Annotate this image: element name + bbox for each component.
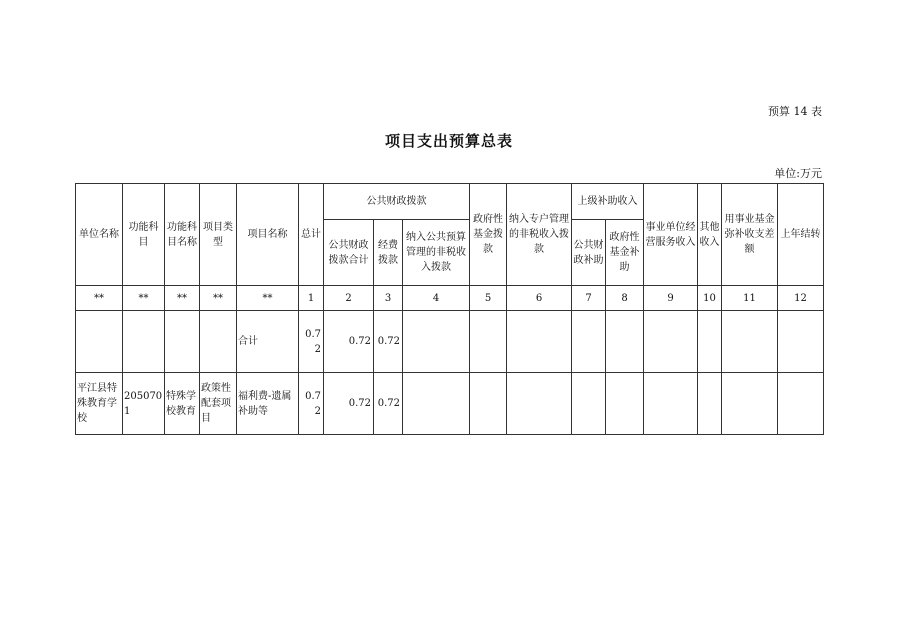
header-upper-subsidy: 上级补助收入 (572, 184, 644, 220)
index-cell: 2 (324, 286, 374, 311)
index-cell: 10 (698, 286, 722, 311)
summary-cell-empty (606, 311, 644, 373)
cell-total: 0.72 (299, 373, 324, 435)
summary-label: 合计 (237, 311, 299, 373)
header-proj-name: 项目名称 (237, 184, 299, 286)
summary-cell-empty (644, 311, 698, 373)
page-title: 项目支出预算总表 (384, 132, 513, 150)
cell-func-code: 2050701 (123, 373, 165, 435)
header-public-fin-total: 公共财政拨款合计 (324, 220, 374, 286)
summary-cell-empty (200, 311, 237, 373)
index-cell: ** (200, 286, 237, 311)
header-func-name: 功能科目名称 (165, 184, 200, 286)
summary-cell-empty (698, 311, 722, 373)
cell-empty (778, 373, 824, 435)
cell-unit-name: 平江县特殊教育学校 (76, 373, 123, 435)
cell-empty (572, 373, 606, 435)
summary-cell-empty (722, 311, 778, 373)
summary-public-fin-total: 0.72 (324, 311, 374, 373)
index-cell: 6 (507, 286, 572, 311)
index-cell: 3 (374, 286, 403, 311)
header-row-1 (76, 184, 824, 220)
summary-cell-empty (507, 311, 572, 373)
index-cell: 9 (644, 286, 698, 311)
summary-cell-empty (778, 311, 824, 373)
summary-cell-empty (165, 311, 200, 373)
summary-cell-empty (403, 311, 470, 373)
summary-cell-empty (76, 311, 123, 373)
header-fund-offset: 用事业基金弥补收支差额 (722, 184, 778, 286)
header-nontax-in-budget: 纳入公共预算管理的非税收入拨款 (403, 220, 470, 286)
header-biz-income: 事业单位经营服务收入 (644, 184, 698, 286)
header-other-income: 其他收入 (698, 184, 722, 286)
form-number: 预算 14 表 (768, 105, 822, 118)
index-cell: ** (165, 286, 200, 311)
cell-empty (470, 373, 507, 435)
summary-row (76, 311, 824, 373)
summary-total: 0.72 (299, 311, 324, 373)
header-proj-type: 项目类型 (200, 184, 237, 286)
index-row (76, 286, 824, 311)
cell-public-fin-total: 0.72 (324, 373, 374, 435)
summary-cell-empty (470, 311, 507, 373)
budget-table (75, 183, 824, 435)
header-func-code: 功能科目 (123, 184, 165, 286)
summary-funds: 0.72 (374, 311, 403, 373)
header-upper-gov-fund: 政府性基金补助 (606, 220, 644, 286)
header-unit-name: 单位名称 (76, 184, 123, 286)
index-cell: 5 (470, 286, 507, 311)
summary-cell-empty (123, 311, 165, 373)
cell-empty (722, 373, 778, 435)
cell-empty (644, 373, 698, 435)
summary-cell-empty (572, 311, 606, 373)
cell-empty (606, 373, 644, 435)
table-row (76, 373, 824, 435)
index-cell: 12 (778, 286, 824, 311)
index-cell: 1 (299, 286, 324, 311)
index-cell: 11 (722, 286, 778, 311)
index-cell: ** (237, 286, 299, 311)
index-cell: ** (123, 286, 165, 311)
cell-proj-type: 政策性配套项目 (200, 373, 237, 435)
header-total: 总计 (299, 184, 324, 286)
header-carryover: 上年结转 (778, 184, 824, 286)
unit-label: 单位:万元 (774, 167, 822, 180)
header-upper-public: 公共财政补助 (572, 220, 606, 286)
index-cell: 4 (403, 286, 470, 311)
header-public-fin: 公共财政拨款 (324, 184, 470, 220)
header-gov-fund: 政府性基金拨款 (470, 184, 507, 286)
cell-empty (507, 373, 572, 435)
cell-funds: 0.72 (374, 373, 403, 435)
index-cell: 7 (572, 286, 606, 311)
header-nontax-special: 纳入专户管理的非税收入拨款 (507, 184, 572, 286)
cell-func-name: 特殊学校教育 (165, 373, 200, 435)
header-funds: 经费拨款 (374, 220, 403, 286)
cell-empty (403, 373, 470, 435)
index-cell: ** (76, 286, 123, 311)
cell-proj-name: 福利费-遗属补助等 (237, 373, 299, 435)
index-cell: 8 (606, 286, 644, 311)
cell-empty (698, 373, 722, 435)
